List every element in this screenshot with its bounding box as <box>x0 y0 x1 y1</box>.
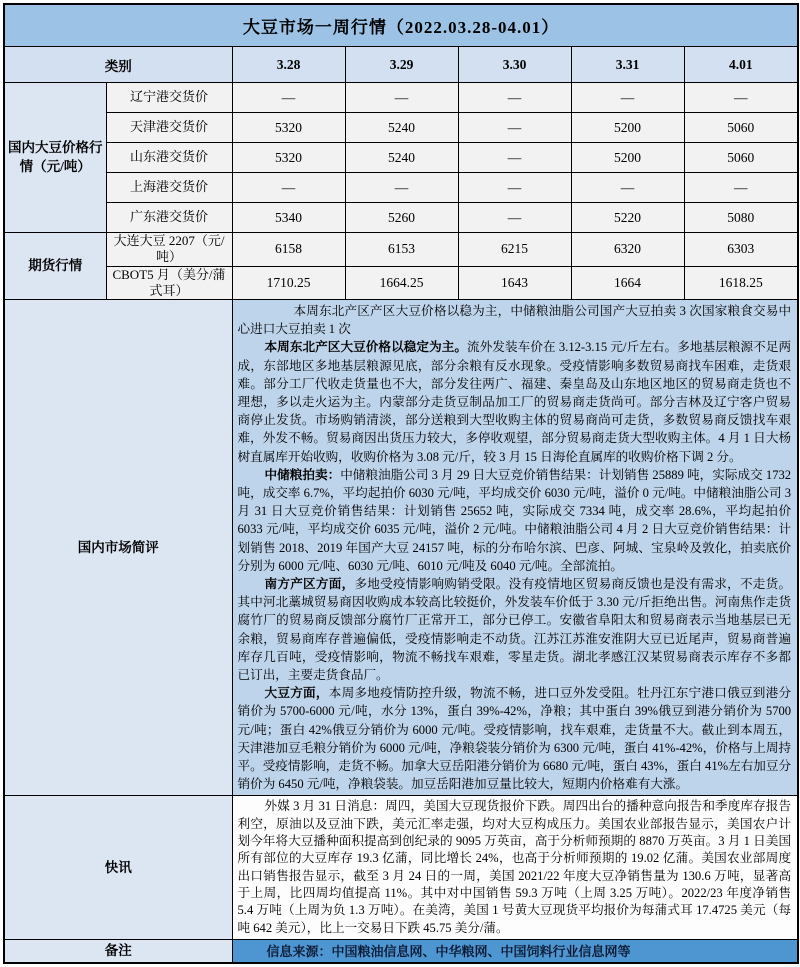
price-value: — <box>458 173 571 203</box>
section-label-market-comment: 国内市场简评 <box>4 300 232 796</box>
futures-value: 1664 <box>571 266 684 300</box>
row-label-cbot-may: CBOT5 月（美分/蒲式耳） <box>106 266 232 300</box>
table-row <box>4 113 798 143</box>
futures-value: 1664.25 <box>345 266 458 300</box>
section-label-news-flash: 快讯 <box>4 796 232 939</box>
news-flash-text <box>232 796 798 939</box>
price-value: 5240 <box>345 113 458 143</box>
paragraph-lead: 大豆方面， <box>264 686 329 701</box>
price-value: 5200 <box>571 113 684 143</box>
table-row <box>4 203 798 233</box>
row-label-shanghai-port: 上海港交货价 <box>106 173 232 203</box>
page-title: 大豆市场一周行情（2022.03.28-04.01） <box>4 4 798 47</box>
table-row <box>4 173 798 203</box>
header-date-2: 3.30 <box>458 47 571 83</box>
futures-value: 1643 <box>458 266 571 300</box>
remark-row <box>4 939 798 963</box>
header-date-4: 4.01 <box>684 47 798 83</box>
title-row <box>4 4 798 47</box>
price-value: 5080 <box>684 203 798 233</box>
futures-value: 1710.25 <box>232 266 345 300</box>
news-paragraph: 外媒 3 月 31 日消息：周四，美国大豆现货报价下跌。周四出台的播种意向报告和季度库存报告利空，原油以及豆油下跌，美元汇率走强，均对大豆构成压力。美国农业部报告显示，美国农户计划今年将大豆播种面积提高到创纪录的 9095 万英亩，高于分析师预期的 8870 万英亩。3 月 1 日美国所有部位的大豆库存 19.3 亿蒲，同比增长 24%，也高于分析师预期的 19.02 亿蒲。美国农业部周度出口销售报告显示，截至 3 月 24 日的一周，美国 2021/22 年度大豆净销售量为 130.6 万吨，显著高于上周，比四周均值提高 11%。其中对中国销售 59.3 万吨（上周 3.25 万吨）。2022/23 年度净销售 5.4 万吨（上周为负 1.3 万吨）。在美湾，美国 1 号黄大豆现货平均报价为每蒲式耳 17.4725 美元（每吨 642 美元），比上一交易日下跌 45.75 美分/蒲。 <box>237 799 792 935</box>
price-value: — <box>345 83 458 113</box>
futures-value: 6320 <box>571 233 684 267</box>
comment-paragraph: 本周东北产区大豆价格以稳定为主。流外发装车价在 3.12-3.15 元/斤左右。多地基层粮源不足两成，东部地区多地基层粮源见底，部分余粮有反水现象。受疫情影响多数贸易商找车困难，走货艰难。部分工厂代收走货量也不大，部分发往两广、福建、秦皇岛及山东地区地区的贸易商走货也不理想，多以走火运为主。内蒙部分走货豆制品加工厂的贸易商走货尚可。部分吉林及辽宁客户贸易商停止发货。市场购销清淡，部分送粮到大型收购主体的贸易商尚可走货，多数贸易商反馈找车艰难，外发不畅。贸易商因出货压力较大，多停收观望，部分贸易商走货大型收购主体。4 月 1 日大杨树直属库开始收购，收购价格为 3.08 元/斤，较 3 月 15 日海伦直属库的收购价格下调 2 分。 <box>237 340 792 464</box>
header-date-0: 3.28 <box>232 47 345 83</box>
price-value: — <box>571 83 684 113</box>
paragraph-lead: 中储粮拍卖： <box>264 467 341 482</box>
table-row <box>4 233 798 267</box>
futures-value: 6153 <box>345 233 458 267</box>
price-value: — <box>458 203 571 233</box>
price-value: 5220 <box>571 203 684 233</box>
section-label-domestic-prices: 国内大豆价格行情（元/吨） <box>4 83 106 233</box>
table-row <box>4 266 798 300</box>
futures-value: 1618.25 <box>684 266 798 300</box>
comment-paragraph: 大豆方面，本周多地疫情防控升级，物流不畅，进口豆外发受阻。牡丹江东宁港口俄豆到港分销价为 5700-6000 元/吨，水分 13%，蛋白 39%-42%，净粮；其中蛋白 39%俄豆到港分销价为 5700 元/吨；蛋白 42%俄豆分销价为 6000 元/吨。受疫情影响，找车艰难，走货量不大。截止到本周五，天津港加豆毛粮分销价为 6000 元/吨，净粮袋装分销价为 6300 元/吨，蛋白 41%-42%，价格与上周持平。受疫情影响，走货不畅。加拿大豆岳阳港分销价为 6680 元/吨，蛋白 43%，蛋白 41%左右加豆分销价为 6450 元/吨，净粮袋装。加豆岳阳港加豆量比较大，短期内价格难有大涨。 <box>237 686 792 792</box>
header-date-1: 3.29 <box>345 47 458 83</box>
price-value: 5060 <box>684 113 798 143</box>
row-label-liaoning-port: 辽宁港交货价 <box>106 83 232 113</box>
price-value: — <box>458 83 571 113</box>
header-date-3: 3.31 <box>571 47 684 83</box>
comment-row <box>4 300 798 796</box>
price-value: — <box>232 173 345 203</box>
paragraph-lead: 本周东北产区大豆价格以稳定为主。 <box>264 340 468 355</box>
price-value: 5200 <box>571 143 684 173</box>
row-label-guangdong-port: 广东港交货价 <box>106 203 232 233</box>
table-row <box>4 83 798 113</box>
price-value: 5260 <box>345 203 458 233</box>
price-value: — <box>458 113 571 143</box>
price-value: — <box>345 173 458 203</box>
section-label-remark: 备注 <box>4 939 232 963</box>
header-category: 类别 <box>4 47 232 83</box>
price-value: — <box>232 83 345 113</box>
remark-source-text: 信息来源：中国粮油信息网、中华粮网、中国饲料行业信息网等 <box>232 939 798 963</box>
soybean-weekly-report-table <box>3 3 799 964</box>
comment-paragraph: 本周东北产区产区大豆价格以稳为主，中储粮油脂公司国产大豆拍卖 3 次国家粮食交易中心进口大豆拍卖 1 次 <box>237 304 792 337</box>
price-value: 5340 <box>232 203 345 233</box>
price-value: — <box>684 83 798 113</box>
price-value: — <box>458 143 571 173</box>
paragraph-lead: 南方产区方面， <box>264 577 355 592</box>
futures-value: 6158 <box>232 233 345 267</box>
price-value: 5320 <box>232 113 345 143</box>
comment-paragraph: 南方产区方面，多地受疫情影响购销受限。没有疫情地区贸易商反馈也是没有需求，不走货。其中河北藁城贸易商因收购成本较高比较挺价，外发装车价低于 3.30 元/斤拒绝出售。河南焦作走货腐竹厂的贸易商反馈部分腐竹厂正常开工，部分已停工。安徽省阜阳太和贸易商表示当地基层已无余粮，贸易商库存普遍偏低，受疫情影响走不动货。江苏江苏淮安淮阴大豆已近尾声，贸易商普遍库存几百吨，受疫情影响，物流不畅找车艰难，零星走货。湖北孝感江汉某贸易商表示库存不多都已订出，主要走货食品厂。 <box>237 577 792 683</box>
price-value: — <box>571 173 684 203</box>
comment-paragraph: 中储粮拍卖：中储粮油脂公司 3 月 29 日大豆竞价销售结果：计划销售 25889 吨，实际成交 1732 吨，成交率 6.7%，平均起拍价 6030 元/吨，平均成交价 6030 元/吨，溢价 0 元/吨。中储粮油脂公司 3 月 31 日大豆竞价销售结果：计划销售 25652 吨，实际成交 7334 吨，成交率 28.6%，平均起拍价 6033 元/吨，平均成交价 6035 元/吨，溢价 2 元/吨。中储粮油脂公司 4 月 2 日大豆竞价销售结果：计划销售 2018、2019 年国产大豆 24157 吨，标的分布哈尔滨、巴彦、阿城、宝泉岭及敦化，拍卖底价分别为 6000 元/吨、6030 元/吨、6010 元/吨及 6040 元/吨。全部流拍。 <box>237 467 792 573</box>
section-label-futures: 期货行情 <box>4 233 106 300</box>
news-row <box>4 796 798 939</box>
price-value: 5060 <box>684 143 798 173</box>
table-row <box>4 143 798 173</box>
price-value: 5240 <box>345 143 458 173</box>
header-row <box>4 47 798 83</box>
market-comment-text <box>232 300 798 796</box>
futures-value: 6303 <box>684 233 798 267</box>
row-label-dalian-soybean-2207: 大连大豆 2207（元/吨） <box>106 233 232 267</box>
futures-value: 6215 <box>458 233 571 267</box>
row-label-shandong-port: 山东港交货价 <box>106 143 232 173</box>
row-label-tianjin-port: 天津港交货价 <box>106 113 232 143</box>
price-value: — <box>684 173 798 203</box>
price-value: 5320 <box>232 143 345 173</box>
